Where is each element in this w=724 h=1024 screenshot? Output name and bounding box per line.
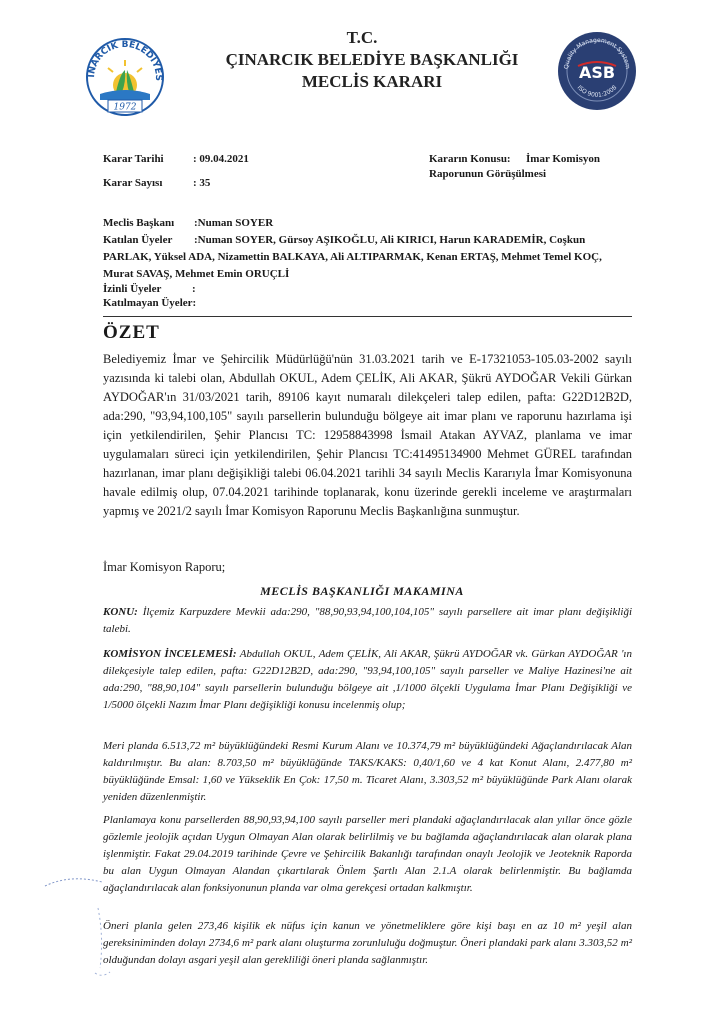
- karar-konusu-label: Kararın Konusu:: [429, 153, 511, 165]
- karar-tarihi-label: Karar Tarihi: [103, 153, 164, 165]
- iso-logo-top-text: Quality Management System: [563, 36, 632, 70]
- imar-komisyon-raporu-label: İmar Komisyon Raporu;: [103, 560, 226, 574]
- karar-sayisi-value: : 35: [193, 177, 211, 189]
- report-title: MECLİS BAŞKANLIĞI MAKAMINA: [260, 584, 464, 598]
- katilan-uyeler-line1: :Numan SOYER, Gürsoy AŞIKOĞLU, Ali KIRICI, Harun KARADEMİR, Coşkun: [194, 234, 586, 246]
- faint-stamp: [40, 868, 120, 988]
- header-document-type: MECLİS KARARI: [301, 72, 443, 91]
- report-paragraph-5: Öneri planla gelen 273,46 kişilik ek nüfus için kanun ve yönetmeliklere göre kişi başı en az 10 m² yeşil alan gereksiniminden dolayı 2734,6 m² park alanı oluşturma zorunluluğu doğmuştur. Öneri plandaki park alanı 3.303,52 m² olduğundan dolayı asgari yeşil alan gerekliliği öneri planda sağlanmıştır.: [103, 920, 632, 966]
- katilan-uyeler-label: Katılan Üyeler: [103, 234, 173, 246]
- report-inceleme-text: Abdullah OKUL, Adem ÇELİK, Ali AKAR, Şükrü AYDOĞAR vk. Gürkan AYDOĞAR 'ın dilekçesiyle talep edilen, pafta: G22D12B2D, ada:290, "93,94,100,105" sayılı parseller ve Maliye Hazinesi'ne ait ada:290, "88,90,104" sayılı parsellerin bulunduğu bölgeye ait ,1/1000 ölçekli Uygulama İmar Planı Değişikliği ve 1/5000 ölçekli Nazım İmar Planı değişikliği konusu incelenmiş olup;: [103, 648, 632, 711]
- report-konu: [103, 604, 632, 638]
- iso-logo-bottom-text: ISO 9001:2008: [575, 84, 619, 99]
- iso-certification-logo: [556, 30, 638, 112]
- logo-left-arc-text: INARCIK BELEDİYES: [86, 39, 164, 81]
- report-komisyon-incelemesi: [103, 646, 632, 714]
- divider: [103, 316, 632, 317]
- katilan-uyeler-line3: Murat SAVAŞ, Mehmet Emin ORUÇLİ: [103, 268, 290, 280]
- karar-konusu-value-line2: Raporunun Görüşülmesi: [429, 168, 547, 180]
- katilan-uyeler-line2: PARLAK, Yüksel ADA, Nizamettin BALKAYA, Ali ALTIPARMAK, Kenan ERTAŞ, Mehmet Temel KOÇ,: [103, 251, 602, 263]
- izinli-uyeler-value: :: [192, 283, 196, 295]
- report-paragraph-3: Meri planda 6.513,72 m² büyüklüğündeki Resmi Kurum Alanı ve 10.374,79 m² büyüklüğündeki Ağaçlandırılacak Alan kaldırılmıştır. Bu alan: 8.703,50 m² büyüklüğünde TAKS/KAKS: 0,40/1,60 ve 4 kat Konut Alanı, 2.477,80 m² büyüklüğünde Emsal: 1,60 ve Yükseklik En Çok: 17,50 m. Ticaret Alanı, 3.303,52 m² büyüklüğünde Park Alanı olarak yeniden düzenlenmiştir.: [103, 740, 632, 803]
- karar-konusu-value-line1: İmar Komisyon: [526, 153, 601, 165]
- report-konu-label: KONU:: [103, 606, 138, 618]
- meclis-baskani-label: Meclis Başkanı: [103, 217, 175, 229]
- report-inceleme-label: KOMİSYON İNCELEMESİ:: [103, 648, 237, 660]
- izinli-uyeler-label: İzinli Üyeler: [103, 283, 162, 295]
- katilmayan-uyeler-label: Katılmayan Üyeler:: [103, 297, 197, 309]
- meclis-baskani-value: :Numan SOYER: [194, 217, 274, 229]
- report-konu-text: İlçemiz Karpuzdere Mevkii ada:290, "88,90,93,94,100,104,105" sayılı parsellere ait imar planı değişikliği talebi.: [103, 606, 632, 635]
- ozet-paragraph: Belediyemiz İmar ve Şehircilik Müdürlüğü'nün 31.03.2021 tarih ve E-17321053-105.03-2002 sayılı yazısında ki talebi olan, Abdullah OKUL, Adem ÇELİK, Ali AKAR, Şükrü AYDOĞAR Vekili Gürkan AYDOĞAR'ın 31/03/2021 tarih, 89106 kayıt numaralı dilekçeleri talep edilen, pafta: G22D12B2D, ada:290, "93,94,100,105" sayılı parsellerin bulunduğu bölgeye ait imar planı ve raporunu hazırlama işi için yetkilendirilen, Şehir Plancısı TC: 12958843998 İsmail Atakan AYVAZ, planlama ve imar uygulamaları süreci için yetkilendirilen, Şehir Plancısı TC:41495134900 Mehmet GÜREL tarafından hazırlanan, imar planı değişikliği talebi 06.04.2021 tarihli 34 sayılı Meclis Kararıyla İmar Komisyonuna havale edilmiş olup, 07.04.2021 tarihinde toplanarak, konu üzerinde gerekli inceleme ve araştırmaları yapmış ve 2021/2 sayılı İmar Komisyon Raporunu Meclis Başkanlığına sunmuştur.: [103, 352, 632, 518]
- header-institution: ÇINARCIK BELEDİYE BAŞKANLIĞI: [225, 50, 519, 69]
- header-tc: T.C.: [346, 28, 378, 47]
- ozet-heading: ÖZET: [103, 322, 160, 343]
- karar-tarihi-value: : 09.04.2021: [193, 153, 249, 165]
- karar-sayisi-label: Karar Sayısı: [103, 177, 163, 189]
- logo-year: 1972: [113, 102, 137, 113]
- report-paragraph-4: Planlamaya konu parsellerden 88,90,93,94,100 sayılı parseller meri plandaki ağaçlandırılacak alan yıllar önce gözle gözlemle jeolojik açıdan Uygun Olmayan Alan olarak belirlilmiş ve bu bağlamda ağaçlandırılacak alan olarak plana işlenmiştir. Fakat 29.04.2019 tarihinde Çevre ve Şehircilik Bakanlığı tarafından onaylı Jeolojik ve Jeoteknik Raporda bu alan Uygun Olmayan Alandan çıkartılarak Önlem Şartlı Alan 2.1.A olarak belirlenmiştir. Bu bağlamda ağaçlandırılacak alan fonksiyonunun planda var olma gerekçesi ortadan kalkmıştır.: [103, 814, 632, 894]
- iso-logo-letters: ASB: [578, 63, 616, 82]
